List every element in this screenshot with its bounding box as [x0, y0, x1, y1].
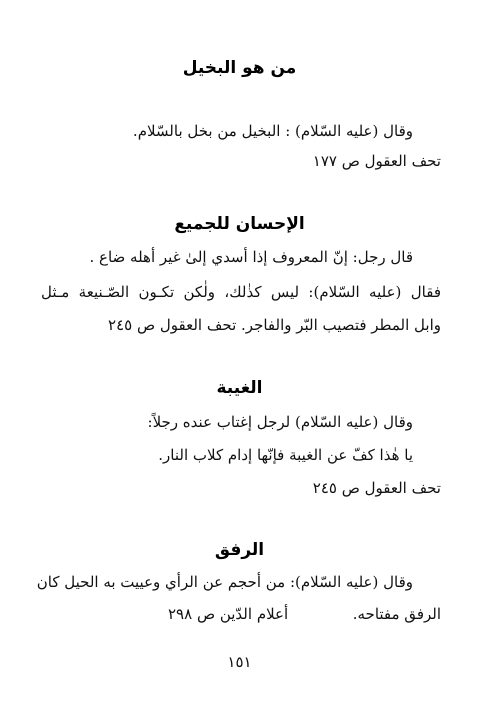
citation: تحف العقول ص ٢٤٥ [312, 479, 441, 497]
text-line-with-citation: وابل المطر فتصيب البّر والفاجر. تحف العقول ص ٢٤٥ [108, 316, 441, 334]
text-line: فقال (عليه السّلام): ليس كذٰلك، ولٰكن تكـون الصّـنيعة مـثل [41, 283, 441, 301]
text-line: وقال (عليه السّلام) لرجل إغتاب عنده رجلاً: [147, 413, 413, 431]
page-number: ١٥١ [227, 653, 252, 671]
citation: أعلام الدّين ص ٢٩٨ [168, 605, 289, 623]
section-title-miser: من هو البخيل [182, 58, 297, 78]
text-line: يا هٰذا كفّ عن الغيبة فإنّها إدام كلاب النار. [158, 446, 413, 464]
section-title-kindness: الرفق [214, 540, 265, 560]
citation: تحف العقول ص ١٧٧ [312, 152, 441, 170]
text-line: الرفق مفتاحه. [352, 605, 441, 623]
text-line: قال رجل: إنّ المعروف إذا أسدي إلىٰ غير أهله ضاع . [89, 248, 413, 266]
section-title-backbiting: الغيبة [216, 378, 263, 398]
section-title-charity: الإحسان للجميع [174, 214, 305, 234]
text-line: وقال (عليه السّلام): من أحجم عن الرأي وعييت به الحيل كان [36, 573, 413, 591]
text-line: وقال (عليه السّلام) : البخيل من بخل بالسّلام. [132, 122, 413, 140]
